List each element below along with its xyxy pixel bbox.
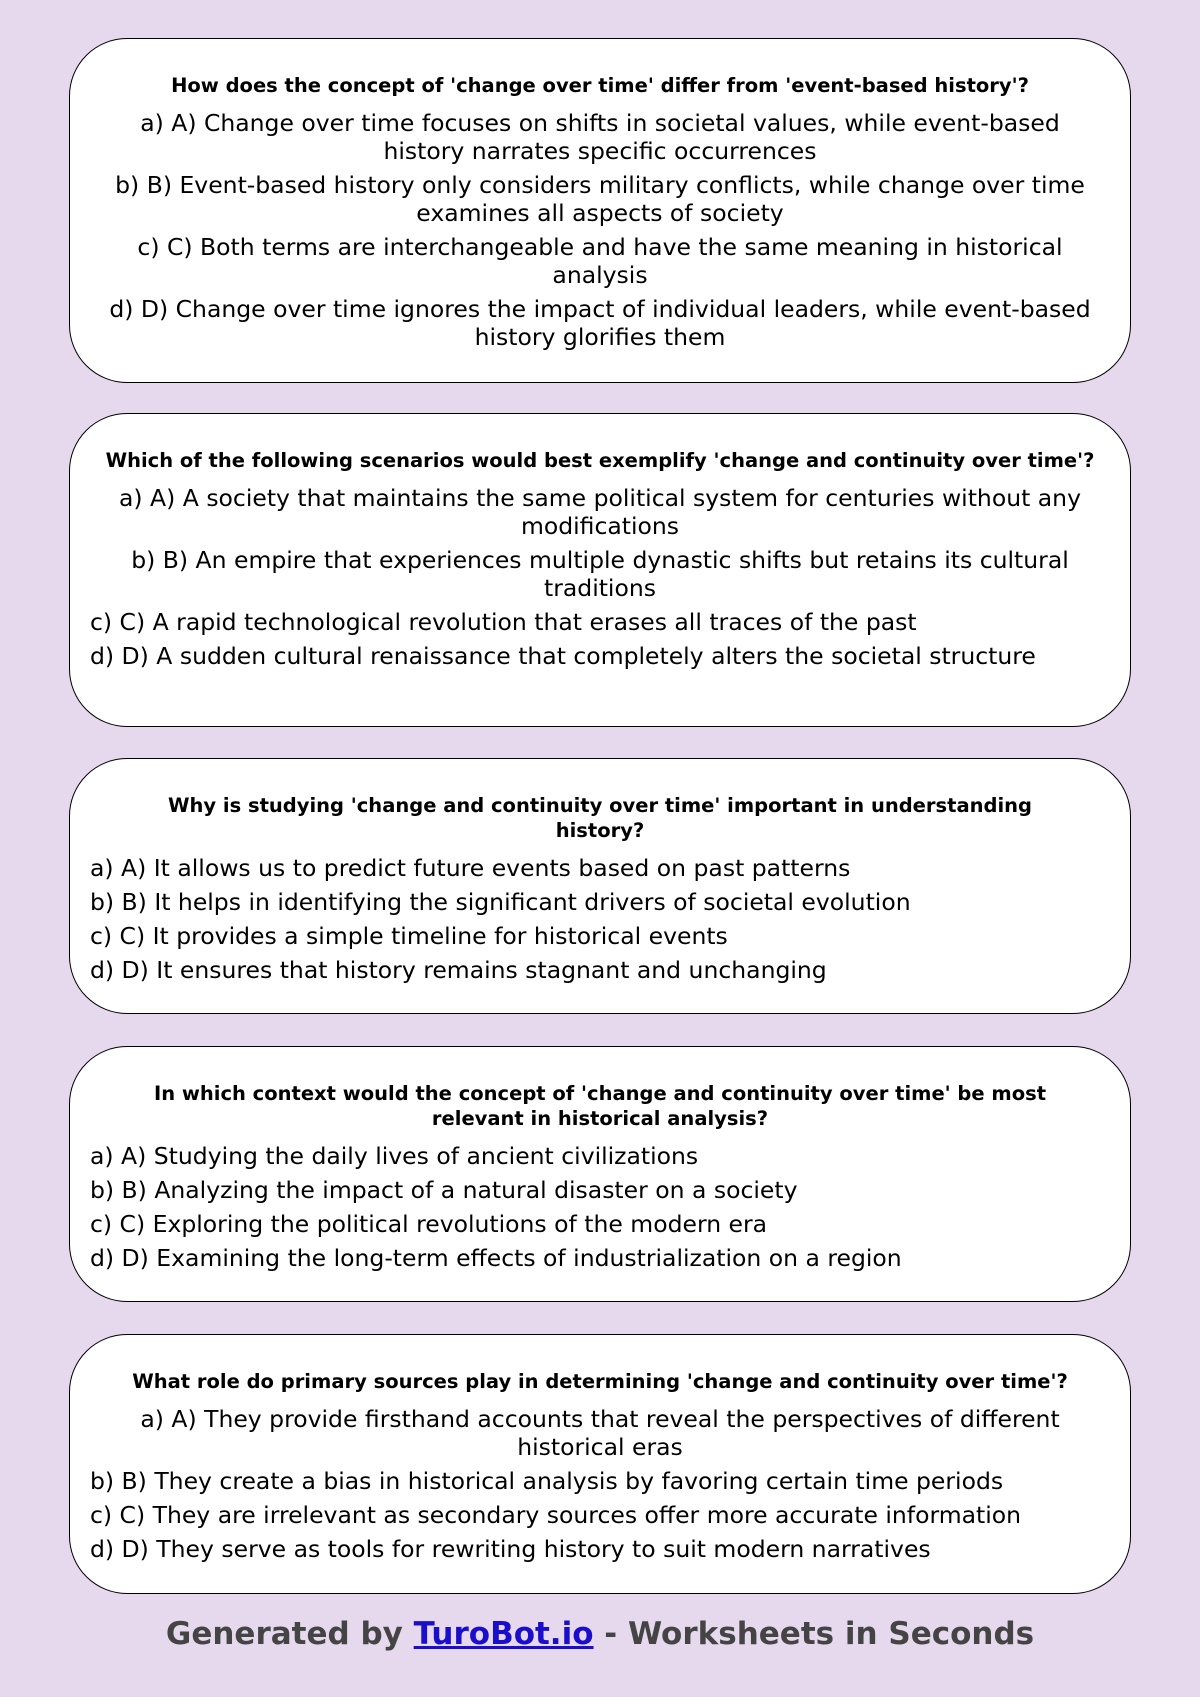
question-title: Which of the following scenarios would best exemplify 'change and continuity over time'? xyxy=(105,449,1095,472)
question-title: In which context would the concept of 'change and continuity over time' be most relevant in historical analysis? xyxy=(153,1082,1047,1130)
options-list xyxy=(90,1142,1110,1272)
options-list xyxy=(90,109,1110,351)
question-card-1 xyxy=(69,38,1131,383)
option-b: b) B) Event-based history only considers military conflicts, while change over time examines all aspects of society xyxy=(115,171,1085,227)
option-c: c) C) It provides a simple timeline for historical events xyxy=(90,922,728,950)
option-c: c) C) Both terms are interchangeable and have the same meaning in historical analysis xyxy=(137,233,1063,289)
option-a: a) A) A society that maintains the same political system for centuries without any modifications xyxy=(119,484,1081,540)
option-d: d) D) A sudden cultural renaissance that completely alters the societal structure xyxy=(90,642,1036,670)
option-b: b) B) It helps in identifying the significant drivers of societal evolution xyxy=(90,888,911,916)
option-a: a) A) They provide firsthand accounts that reveal the perspectives of different historical eras xyxy=(140,1405,1060,1461)
option-d: d) D) Examining the long-term effects of industrialization on a region xyxy=(90,1244,902,1272)
question-card-5 xyxy=(69,1334,1131,1594)
question-title: How does the concept of 'change over time' differ from 'event-based history'? xyxy=(171,74,1029,97)
question-title: Why is studying 'change and continuity over time' important in understanding history? xyxy=(168,794,1032,842)
option-a: a) A) Change over time focuses on shifts in societal values, while event-based history narrates specific occurrences xyxy=(140,109,1060,165)
option-b: b) B) Analyzing the impact of a natural disaster on a society xyxy=(90,1176,798,1204)
question-card-3 xyxy=(69,758,1131,1014)
footer-prefix: Generated by xyxy=(165,1616,414,1652)
footer-suffix: - Worksheets in Seconds xyxy=(593,1616,1035,1652)
question-card-4 xyxy=(69,1046,1131,1302)
option-b: b) B) An empire that experiences multiple dynastic shifts but retains its cultural traditions xyxy=(131,546,1069,602)
option-c: c) C) A rapid technological revolution that erases all traces of the past xyxy=(90,608,917,636)
question-card-2 xyxy=(69,413,1131,727)
option-d: d) D) It ensures that history remains stagnant and unchanging xyxy=(90,956,827,984)
option-a: a) A) Studying the daily lives of ancient civilizations xyxy=(90,1142,699,1170)
option-d: d) D) They serve as tools for rewriting history to suit modern narratives xyxy=(90,1535,931,1563)
turobot-link[interactable]: TuroBot.io xyxy=(413,1616,594,1652)
option-a: a) A) It allows us to predict future events based on past patterns xyxy=(90,854,851,882)
question-title: What role do primary sources play in determining 'change and continuity over time'? xyxy=(132,1370,1068,1393)
options-list xyxy=(90,854,1110,984)
footer xyxy=(0,1616,1200,1652)
option-d: d) D) Change over time ignores the impact of individual leaders, while event-based history glorifies them xyxy=(109,295,1091,351)
options-list xyxy=(90,1405,1110,1563)
option-c: c) C) They are irrelevant as secondary sources offer more accurate information xyxy=(90,1501,1022,1529)
options-list xyxy=(90,484,1110,670)
option-c: c) C) Exploring the political revolutions of the modern era xyxy=(90,1210,768,1238)
option-b: b) B) They create a bias in historical analysis by favoring certain time periods xyxy=(90,1467,1004,1495)
